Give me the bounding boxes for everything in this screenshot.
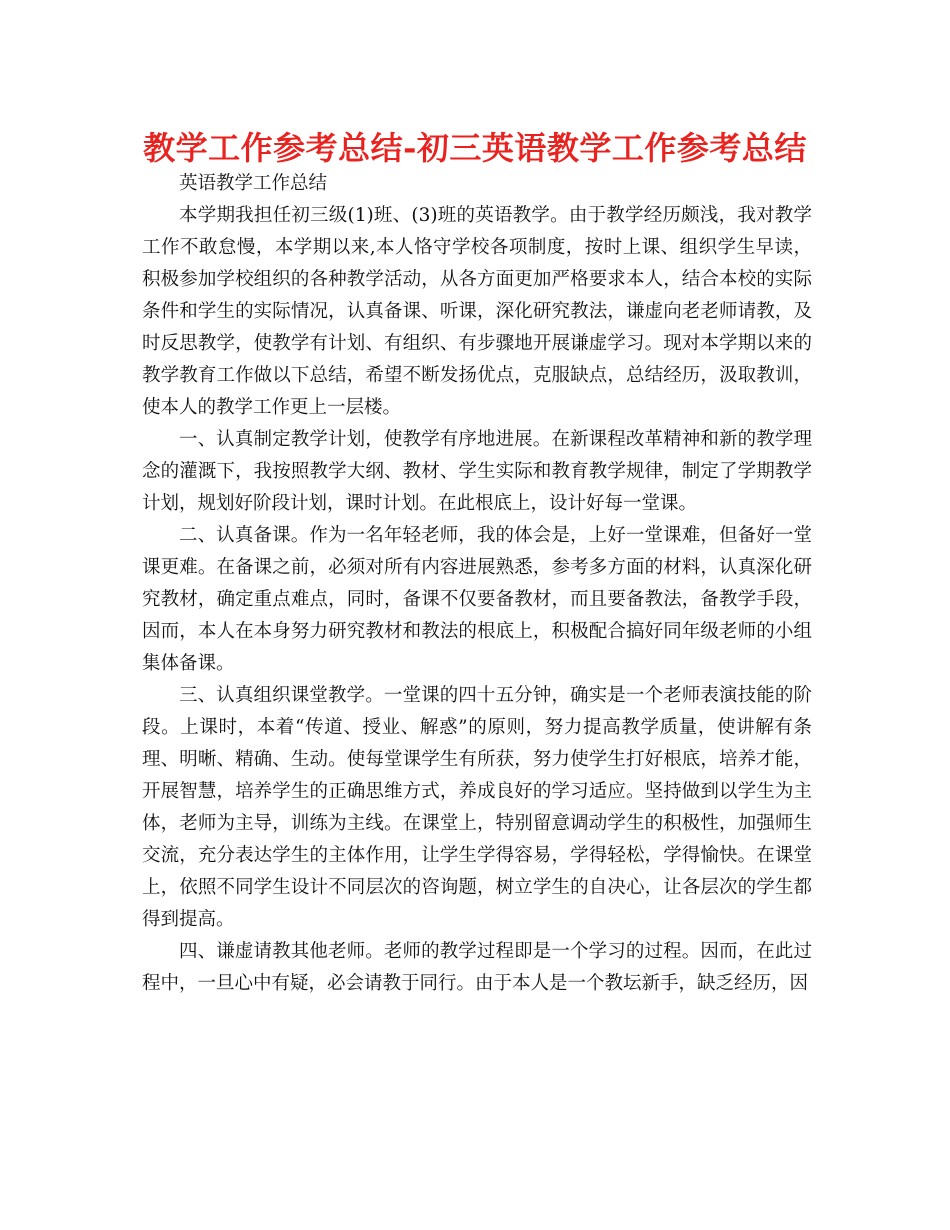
paragraph-section-3: 三、认真组织课堂教学。一堂课的四十五分钟，确实是一个老师表演技能的阶段。上课时，本着“传道、授业、解惑”的原则，努力提高教学质量，使讲解有条理、明晰、精确、生动。使每堂课学生有所获，努力使学生打好根底，培养才能，开展智慧，培养学生的正确思维方式，养成良好的学习适应。坚持做到以学生为主体，老师为主导，训练为主线。在课堂上，特别留意调动学生的积极性，加强师生交流，充分表达学生的主体作用，让学生学得容易，学得轻松，学得愉快。在课堂上，依照不同学生设计不同层次的咨询题，树立学生的自决心，让各层次的学生都得到提高。 <box>142 685 812 930</box>
paragraph-intro: 本学期我担任初三级(1)班、(3)班的英语教学。由于教学经历颇浅，我对教学工作不敢怠慢，本学期以来,本人恪守学校各项制度，按时上课、组织学生早读，积极参加学校组织的各种教学活动，从各方面更加严格要求本人，结合本校的实际条件和学生的实际情况，认真备课、听课，深化研究教法，谦虚向老老师请教，及时反思教学，使教学有计划、有组织、有步骤地开展谦虚学习。现对本学期以来的教学教育工作做以下总结，希望不断发扬优点，克服缺点，总结经历，汲取教训，使本人的教学工作更上一层楼。 <box>142 205 812 418</box>
paragraph-section-2: 二、认真备课。作为一名年轻老师，我的体会是，上好一堂课难，但备好一堂课更难。在备课之前，必须对所有内容进展熟悉，参考多方面的材料，认真深化研究教材，确定重点难点，同时，备课不仅要备教材，而且要备教法，备教学手段，因而，本人在本身努力研究教材和教法的根底上，积极配合搞好同年级老师的小组集体备课。 <box>142 525 812 674</box>
document-body <box>142 168 812 1000</box>
document-title: 教学工作参考总结-初三英语教学工作参考总结 <box>143 129 807 167</box>
paragraph-section-4: 四、谦虚请教其他老师。老师的教学过程即是一个学习的过程。因而，在此过程中，一旦心中有疑，必会请教于同行。由于本人是一个教坛新手，缺乏经历，因 <box>142 941 812 994</box>
document-subtitle: 英语教学工作总结 <box>179 173 328 194</box>
paragraph-section-1: 一、认真制定教学计划，使教学有序地进展。在新课程改革精神和新的教学理念的灌溉下，我按照教学大纲、教材、学生实际和教育教学规律，制定了学期教学计划，规划好阶段计划，课时计划。在此根底上，设计好每一堂课。 <box>142 429 812 514</box>
